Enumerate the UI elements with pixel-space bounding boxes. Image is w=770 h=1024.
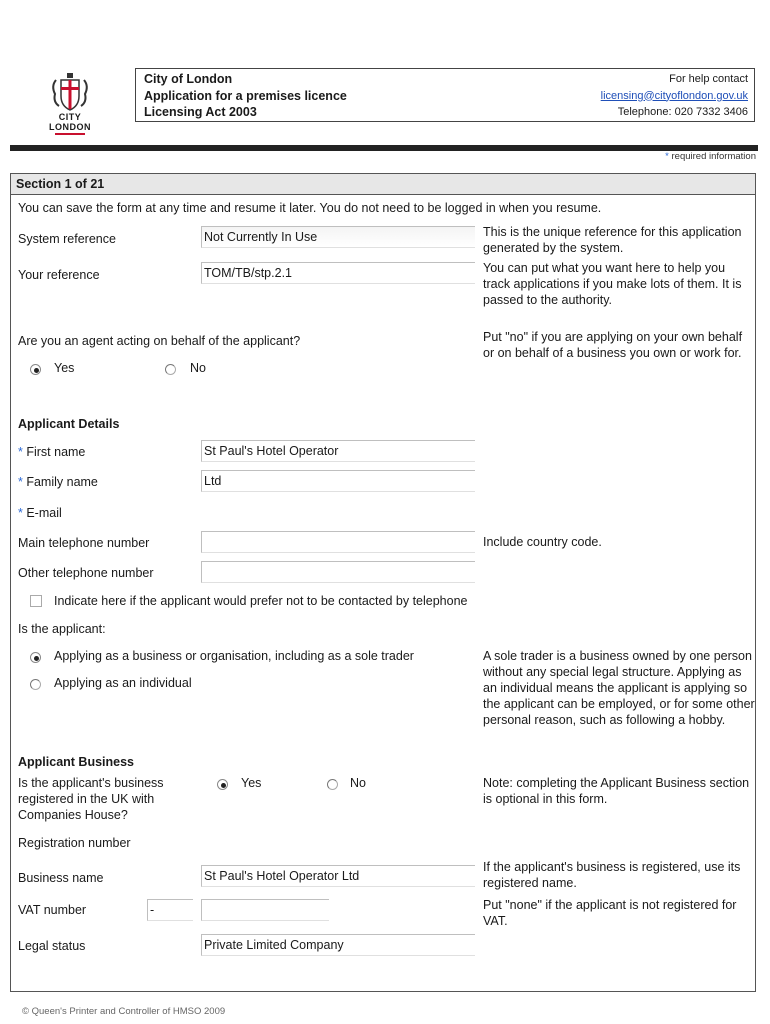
section-intro: You can save the form at any time and resume it later. You do not need to be logged in when you resume. bbox=[18, 201, 602, 215]
your-reference-help: You can put what you want here to help you track applications if you make lots of them. It is passed to the authority. bbox=[483, 261, 742, 307]
main-phone-input[interactable] bbox=[201, 531, 475, 553]
other-phone-input[interactable] bbox=[201, 561, 475, 583]
legal-status-select[interactable]: Private Limited Company bbox=[201, 934, 475, 956]
registered-question: Is the applicant's business registered in the UK with Companies House? bbox=[18, 776, 164, 822]
registered-no-label: No bbox=[350, 776, 366, 790]
system-reference-help: This is the unique reference for this application generated by the system. bbox=[483, 225, 742, 255]
registered-yes-label: Yes bbox=[241, 776, 262, 790]
system-reference-label: System reference bbox=[18, 232, 116, 246]
first-name-label: * First name bbox=[18, 445, 86, 459]
registration-number-label: Registration number bbox=[18, 836, 131, 850]
business-name-label: Business name bbox=[18, 871, 104, 885]
vat-label: VAT number bbox=[18, 903, 87, 917]
copyright-footer: © Queen's Printer and Controller of HMSO 2009 bbox=[22, 1006, 226, 1017]
business-name-input[interactable]: St Paul's Hotel Operator Ltd bbox=[201, 865, 475, 887]
business-label: Applying as a business or organisation, including as a sole trader bbox=[54, 649, 414, 663]
org-name: City of London bbox=[144, 72, 233, 86]
other-phone-label: Other telephone number bbox=[18, 566, 154, 580]
header-contact bbox=[601, 71, 748, 121]
system-reference-field[interactable]: Not Currently In Use bbox=[201, 226, 475, 248]
legal-status-label: Legal status bbox=[18, 939, 86, 953]
email-link[interactable]: licensing@cityoflondon.gov.uk bbox=[600, 89, 748, 102]
applicant-details-heading: Applicant Details bbox=[18, 417, 120, 431]
registered-yes-radio[interactable] bbox=[217, 779, 228, 790]
your-reference-label: Your reference bbox=[18, 268, 100, 282]
main-phone-label: Main telephone number bbox=[18, 536, 150, 550]
agent-yes-label: Yes bbox=[54, 361, 75, 375]
applicant-type-question: Is the applicant: bbox=[18, 622, 106, 636]
agent-yes-radio[interactable] bbox=[30, 364, 41, 375]
city-crest-icon bbox=[47, 72, 93, 112]
agent-no-label: No bbox=[190, 361, 206, 375]
no-phone-contact-checkbox[interactable] bbox=[30, 595, 42, 607]
city-of-london-logo bbox=[40, 72, 100, 136]
family-name-input[interactable]: Ltd bbox=[201, 470, 475, 492]
form-title: Application for a premises licence bbox=[144, 88, 347, 103]
main-phone-help: Include country code. bbox=[483, 535, 602, 549]
section-title: Section 1 of 21 bbox=[10, 173, 756, 195]
header-box bbox=[135, 68, 755, 122]
header-divider bbox=[10, 145, 758, 151]
email-label: * E-mail bbox=[18, 506, 62, 520]
applicant-type-help: A sole trader is a business owned by one person without any special legal structure. Applying as an individual means the applicant is applying so the applicant can be employed, or for some other personal reason, such as following a hobby. bbox=[483, 649, 755, 727]
family-name-label: * Family name bbox=[18, 475, 98, 489]
no-phone-contact-label: Indicate here if the applicant would prefer not to be contacted by telephone bbox=[54, 594, 468, 608]
individual-radio[interactable] bbox=[30, 679, 41, 690]
registered-no-radio[interactable] bbox=[327, 779, 338, 790]
business-name-help: If the applicant's business is registered, use its registered name. bbox=[483, 860, 741, 890]
agent-no-radio[interactable] bbox=[165, 364, 176, 375]
vat-number-input[interactable] bbox=[201, 899, 329, 921]
agent-help: Put "no" if you are applying on your own behalf or on behalf of a business you own or work for. bbox=[483, 330, 743, 360]
logo-text: CITY LONDON bbox=[49, 112, 91, 132]
registered-help: Note: completing the Applicant Business section is optional in this form. bbox=[483, 776, 750, 806]
logo-underline bbox=[55, 133, 85, 135]
act-name: Licensing Act 2003 bbox=[144, 105, 257, 119]
help-label: For help contact bbox=[669, 73, 748, 85]
business-radio[interactable] bbox=[30, 652, 41, 663]
header-left bbox=[144, 71, 347, 121]
vat-prefix-input[interactable]: - bbox=[147, 899, 193, 921]
agent-question: Are you an agent acting on behalf of the applicant? bbox=[18, 334, 301, 348]
your-reference-input[interactable]: TOM/TB/stp.2.1 bbox=[201, 262, 475, 284]
vat-help: Put "none" if the applicant is not registered for VAT. bbox=[483, 898, 737, 928]
applicant-business-heading: Applicant Business bbox=[18, 755, 134, 769]
telephone: Telephone: 020 7332 3406 bbox=[617, 106, 748, 118]
required-note: * required information bbox=[665, 151, 756, 162]
first-name-input[interactable]: St Paul's Hotel Operator bbox=[201, 440, 475, 462]
individual-label: Applying as an individual bbox=[54, 676, 192, 690]
